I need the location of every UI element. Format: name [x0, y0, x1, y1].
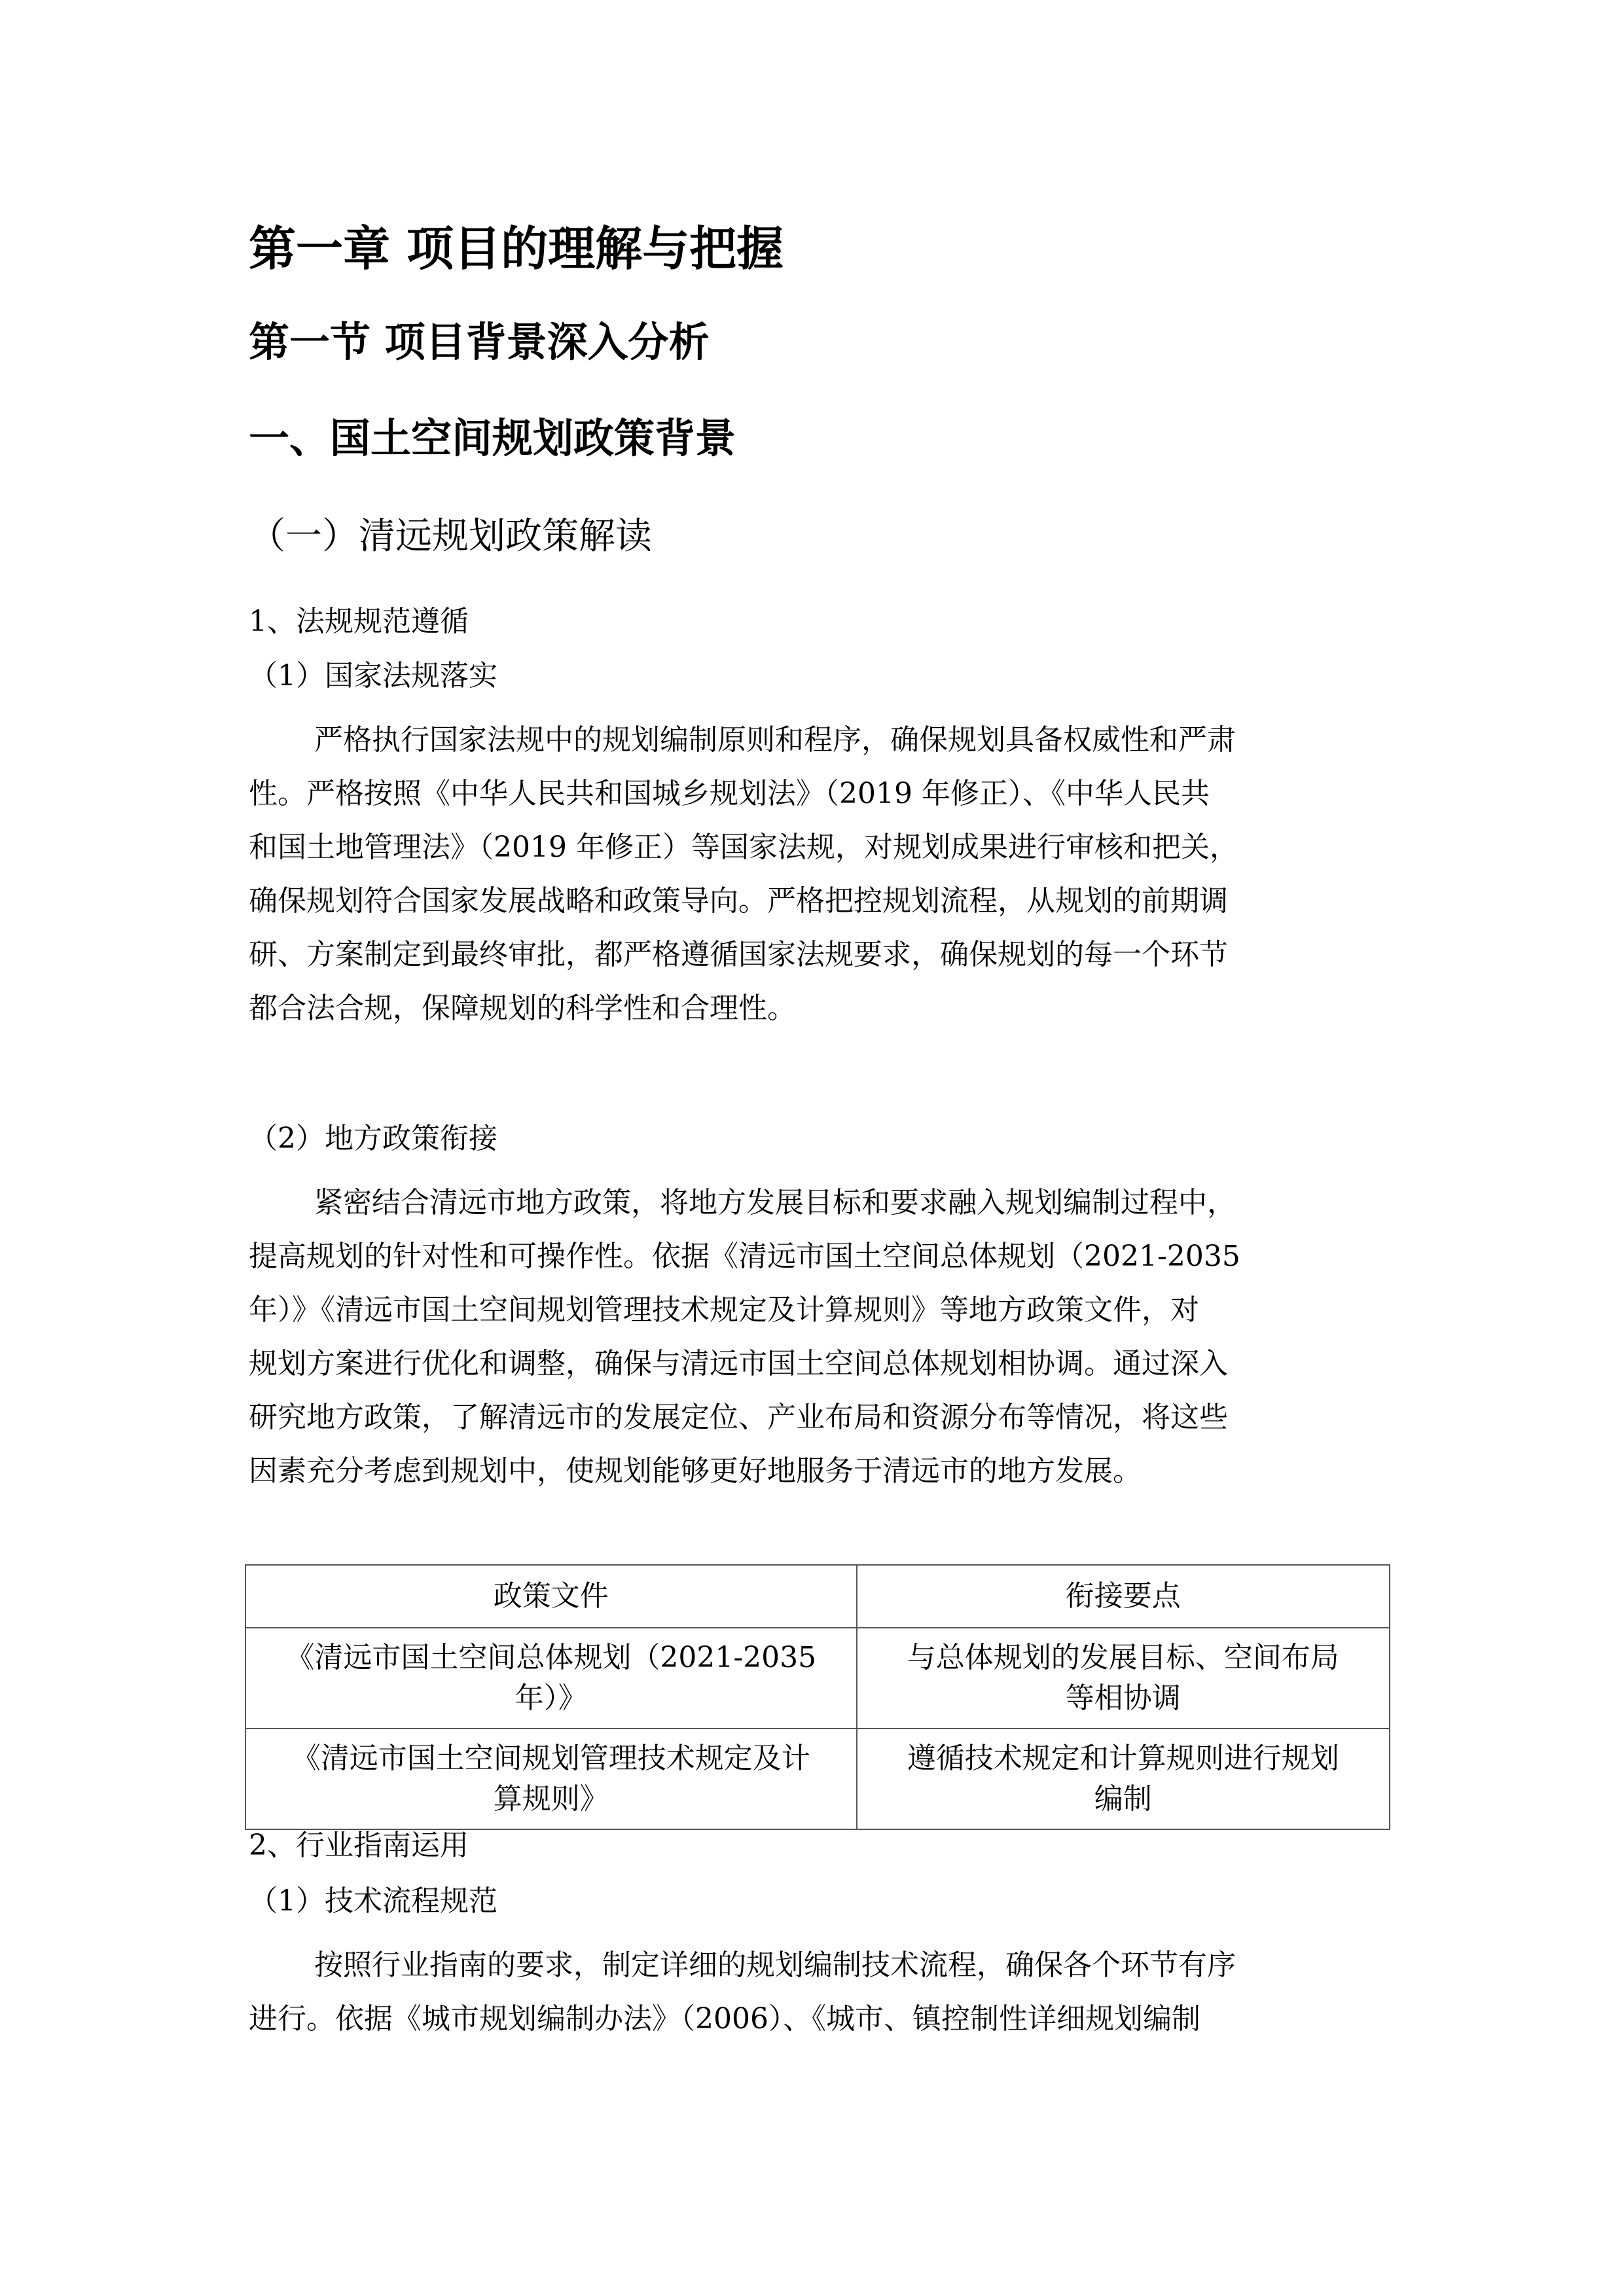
paragraph-local-policy: [249, 1176, 1388, 1498]
paragraph-line: 和国土地管理法》（2019 年修正）等国家法规，对规划成果进行审核和把关，: [249, 831, 1238, 864]
paragraph-line: 研、方案制定到最终审批，都严格遵循国家法规要求，确保规划的每一个环节: [249, 938, 1228, 971]
item-2-1-title: （1）技术流程规范: [249, 1884, 497, 1918]
table-cell-policy-doc: [245, 1729, 857, 1829]
cell-line: 编制: [1094, 1782, 1152, 1816]
paragraph-line: 都合法合规，保障规划的科学性和合理性。: [249, 992, 796, 1025]
section-title: 第一节 项目背景深入分析: [249, 318, 710, 366]
paragraph-line: 规划方案进行优化和调整，确保与清远市国土空间总体规划相协调。通过深入: [249, 1347, 1228, 1380]
cell-line: 算规则》: [493, 1782, 609, 1816]
policy-table: [245, 1564, 1390, 1830]
paragraph-line: 严格执行国家法规中的规划编制原则和程序，确保规划具备权威性和严肃: [314, 723, 1236, 757]
cell-line: 与总体规划的发展目标、空间布局: [907, 1641, 1339, 1674]
paragraph-line: 研究地方政策，了解清远市的发展定位、产业布局和资源分布等情况，将这些: [249, 1401, 1228, 1434]
table-row: [245, 1628, 1390, 1729]
paragraph-line: 性。严格按照《中华人民共和国城乡规划法》（2019 年修正）、《中华人民共: [249, 777, 1210, 810]
paragraph-line: 紧密结合清远市地方政策，将地方发展目标和要求融入规划编制过程中，: [314, 1186, 1236, 1219]
cell-line: 《清远市国土空间规划管理技术规定及计: [291, 1742, 810, 1775]
cell-line: 遵循技术规定和计算规则进行规划: [907, 1742, 1339, 1775]
table-row: [245, 1729, 1390, 1829]
cell-line: 《清远市国土空间总体规划（2021-2035: [285, 1641, 817, 1674]
paragraph-line: 年）》《清远市国土空间规划管理技术规定及计算规则》等地方政策文件，对: [249, 1293, 1199, 1327]
paragraph-line: 按照行业指南的要求，制定详细的规划编制技术流程，确保各个环节有序: [314, 1948, 1236, 1982]
paragraph-tech-process: [249, 1939, 1388, 2046]
cell-line: 年）》: [514, 1681, 587, 1715]
paragraph-line: 因素充分考虑到规划中，使规划能够更好地服务于清远市的地方发展。: [249, 1454, 1142, 1488]
item-2-title: 2、行业指南运用: [249, 1829, 469, 1862]
subsection-title: 一、国土空间规划政策背景: [249, 414, 736, 462]
table-cell-key-point: [857, 1628, 1390, 1729]
item-1-1-title: （1）国家法规落实: [249, 659, 497, 692]
table-cell-policy-doc: [245, 1628, 857, 1729]
paragraph-national-law: [249, 713, 1388, 1035]
cell-line: 等相协调: [1065, 1681, 1181, 1715]
table-header-policy-doc: 政策文件: [245, 1565, 857, 1628]
chapter-title: 第一章 项目的理解与把握: [249, 221, 784, 276]
paragraph-line: 确保规划符合国家发展战略和政策导向。严格把控规划流程，从规划的前期调: [249, 884, 1228, 918]
sub-subsection-title: （一）清远规划政策解读: [249, 515, 652, 558]
paragraph-line: 提高规划的针对性和可操作性。依据《清远市国土空间总体规划（2021-2035: [249, 1240, 1240, 1273]
table-header-key-points: 衔接要点: [857, 1565, 1390, 1628]
item-1-title: 1、法规规范遵循: [249, 605, 469, 638]
table-header-row: [245, 1565, 1390, 1628]
item-1-2-title: （2）地方政策衔接: [249, 1122, 497, 1155]
table-cell-key-point: [857, 1729, 1390, 1829]
paragraph-line: 进行。依据《城市规划编制办法》（2006）、《城市、镇控制性详细规划编制: [249, 2002, 1200, 2036]
